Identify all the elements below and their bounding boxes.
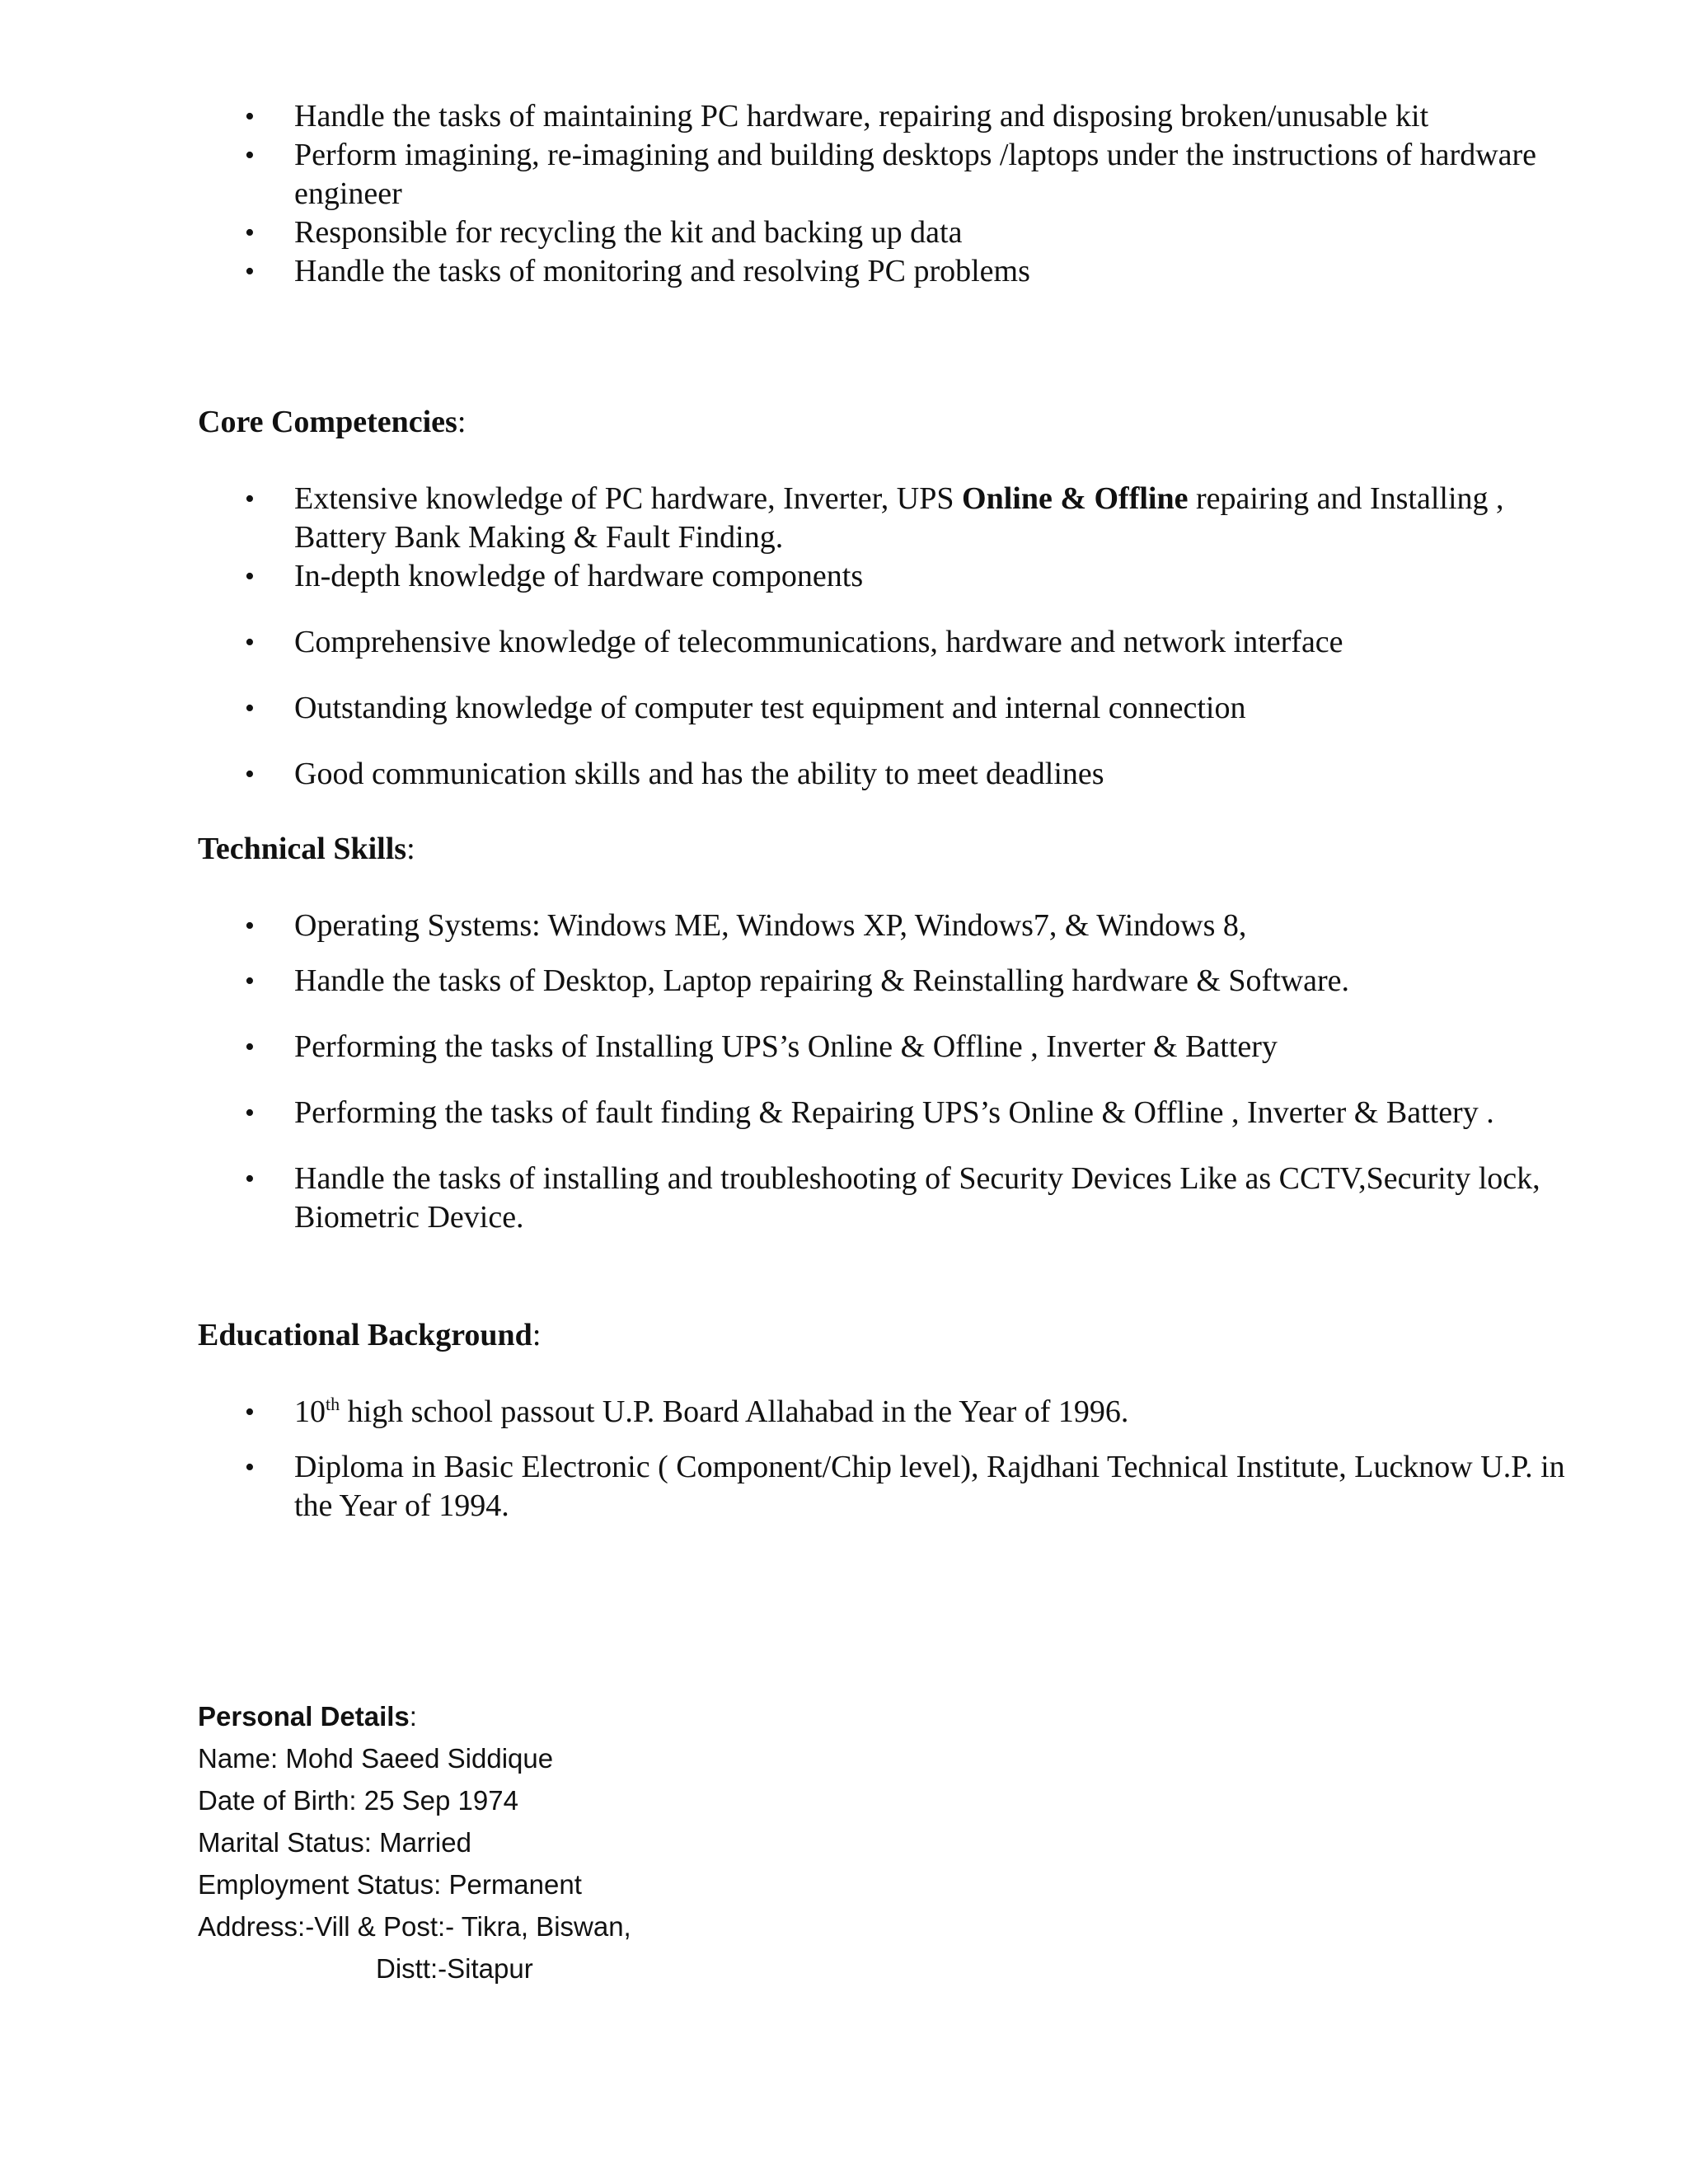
heading-colon: : bbox=[532, 1318, 542, 1352]
list-item: • Handle the tasks of installing and troubleshooting of Security Devices Like as CCTV,Security lock, Biometric Device. bbox=[198, 1160, 1580, 1237]
core-competencies-heading bbox=[198, 403, 466, 442]
educational-background-heading bbox=[198, 1316, 541, 1355]
ordinal-superscript: th bbox=[326, 1394, 340, 1414]
list-item bbox=[198, 1393, 1580, 1432]
list-item bbox=[198, 480, 1580, 557]
personal-address-line-2: Distt:-Sitapur bbox=[376, 1953, 533, 1984]
core-competencies-list bbox=[0, 480, 1580, 794]
list-item: • In-depth knowledge of hardware components bbox=[198, 557, 1580, 596]
list-item: • Handle the tasks of Desktop, Laptop repairing & Reinstalling hardware & Software. bbox=[198, 962, 1580, 1001]
heading-colon: : bbox=[406, 832, 415, 866]
list-item: • Comprehensive knowledge of telecommunications, hardware and network interface bbox=[198, 623, 1580, 662]
list-item: • Responsible for recycling the kit and backing up data bbox=[198, 213, 1580, 252]
personal-details bbox=[198, 1695, 631, 1990]
list-item: • Perform imagining, re-imagining and building desktops /laptops under the instructions of hardware engineer bbox=[198, 136, 1580, 213]
list-item: • Outstanding knowledge of computer test equipment and internal connection bbox=[198, 689, 1580, 728]
core-item-1-bold: Online & Offline bbox=[962, 481, 1189, 516]
educational-background-title: Educational Background bbox=[198, 1318, 532, 1352]
list-item: • Handle the tasks of monitoring and resolving PC problems bbox=[198, 252, 1580, 291]
core-item-1-text-a: Extensive knowledge of PC hardware, Inverter, UPS bbox=[294, 481, 963, 516]
education-item-1-number: 10 bbox=[294, 1394, 326, 1429]
personal-details-heading bbox=[198, 1695, 631, 1737]
list-item: • Operating Systems: Windows ME, Windows XP, Windows7, & Windows 8, bbox=[198, 907, 1580, 945]
education-item-1-text: high school passout U.P. Board Allahabad in the Year of 1996. bbox=[340, 1394, 1129, 1429]
list-item: • Diploma in Basic Electronic ( Component/Chip level), Rajdhani Technical Institute, Lucknow U.P. in the Year of 1994. bbox=[198, 1448, 1580, 1526]
personal-details-title: Personal Details bbox=[198, 1701, 410, 1732]
core-item-1-text-b: repairing and Installing , Battery Bank Making & Fault Finding. bbox=[294, 481, 1504, 555]
list-item: • Good communication skills and has the ability to meet deadlines bbox=[198, 755, 1580, 794]
experience-bullet-list bbox=[0, 97, 1580, 291]
personal-name: Name: Mohd Saeed Siddique bbox=[198, 1743, 554, 1774]
heading-colon: : bbox=[457, 405, 467, 439]
technical-skills-heading bbox=[198, 830, 415, 869]
technical-skills-list bbox=[0, 907, 1580, 1237]
personal-marital-status: Marital Status: Married bbox=[198, 1827, 471, 1858]
list-item: • Handle the tasks of maintaining PC hardware, repairing and disposing broken/unusable kit bbox=[198, 97, 1580, 136]
personal-employment-status: Employment Status: Permanent bbox=[198, 1869, 582, 1900]
list-item: • Performing the tasks of Installing UPS’s Online & Offline , Inverter & Battery bbox=[198, 1028, 1580, 1066]
technical-skills-title: Technical Skills bbox=[198, 832, 407, 866]
list-item: • Performing the tasks of fault finding & Repairing UPS’s Online & Offline , Inverter & Battery . bbox=[198, 1094, 1580, 1132]
heading-colon: : bbox=[409, 1701, 417, 1732]
core-competencies-title: Core Competencies bbox=[198, 405, 457, 439]
education-list bbox=[0, 1393, 1580, 1526]
personal-dob: Date of Birth: 25 Sep 1974 bbox=[198, 1785, 518, 1816]
personal-address-line-1: Address:-Vill & Post:- Tikra, Biswan, bbox=[198, 1911, 631, 1942]
